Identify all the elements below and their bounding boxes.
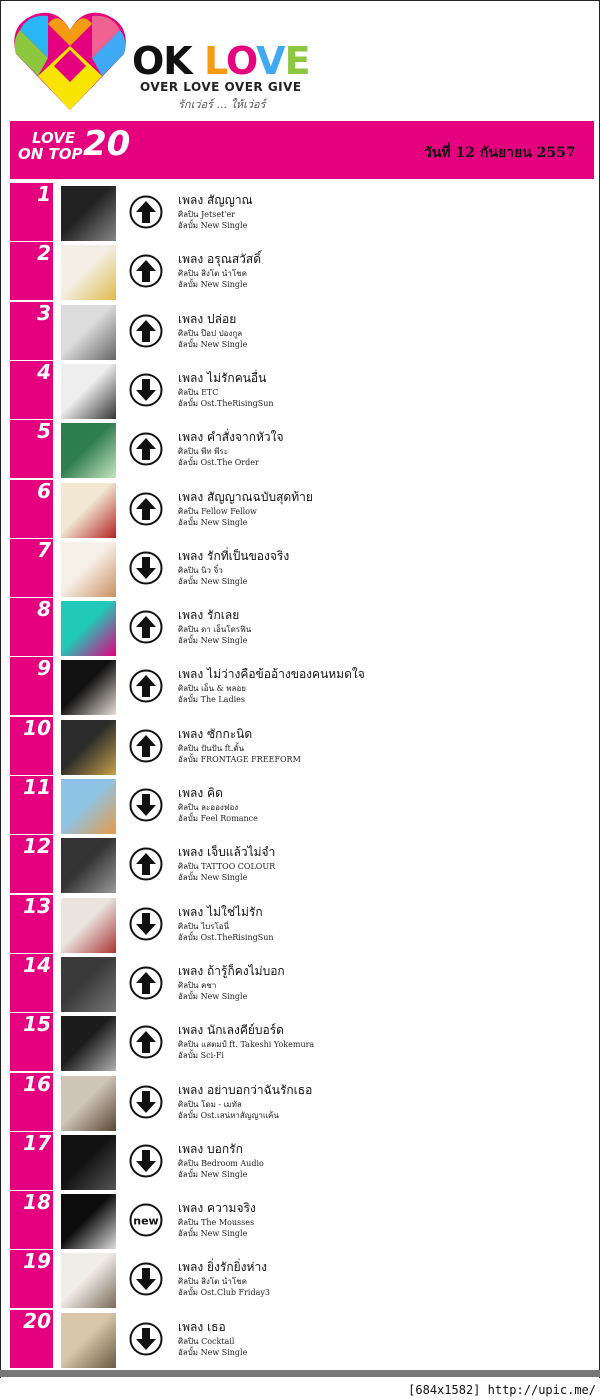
album-name: อัลบั้ม Ost.TheRisingSun <box>178 932 274 942</box>
album-name: อัลบั้ม Feel Romance <box>178 814 258 823</box>
album-cover-image <box>61 364 116 419</box>
chart-entry <box>0 1073 600 1131</box>
bottom-bar <box>0 1370 600 1377</box>
trend-down-arrow-icon <box>129 1262 163 1296</box>
rank-number: 1 <box>37 182 51 206</box>
song-title: เพลง ยิ่งรักยิ่งห่าง <box>178 1260 268 1275</box>
album-name: อัลบั้ม New Single <box>178 636 248 646</box>
rank-badge <box>10 895 53 953</box>
chart-entry <box>0 480 600 538</box>
rank-badge <box>10 776 53 834</box>
artist-name: ศิลปิน คชา <box>178 980 217 990</box>
song-title: เพลง เจ็บแล้วไม่จำ <box>178 845 276 860</box>
album-name: อัลบั้ม New Single <box>178 1229 248 1239</box>
song-title: เพลง ซักกะนิด <box>178 726 253 741</box>
brand-tagline: OVER LOVE OVER GIVE <box>140 80 302 94</box>
chart-entry <box>0 776 600 834</box>
trend-down-arrow-icon <box>129 551 163 585</box>
banner-number: 20 <box>83 124 131 164</box>
chart-entry <box>0 954 600 1012</box>
rank-badge <box>10 717 53 775</box>
trend-up-arrow-icon <box>129 610 163 644</box>
rank-number: 7 <box>37 537 51 562</box>
chart-entry <box>0 1013 600 1071</box>
song-title: เพลง อย่าบอกว่าฉันรักเธอ <box>178 1082 313 1097</box>
song-title: เพลง ถ้ารู้ก็คงไม่บอก <box>178 963 285 978</box>
rank-badge <box>10 598 53 656</box>
chart-entry <box>0 539 600 597</box>
chart-entry <box>0 242 600 300</box>
chart-entry <box>0 1310 600 1368</box>
album-name: อัลบั้ม Ost.TheRisingSun <box>178 398 274 408</box>
rank-number: 10 <box>23 715 51 740</box>
rank-badge <box>10 1073 53 1131</box>
rank-badge <box>10 361 53 419</box>
trend-up-arrow-icon <box>129 847 163 881</box>
song-title: เพลง ไม่ว่างคือข้ออ้างของคนหมดใจ <box>178 667 365 682</box>
album-name: อัลบั้ม Ost.Club Friday3 <box>178 1288 270 1298</box>
rank-badge <box>10 420 53 478</box>
rank-number: 2 <box>37 241 51 266</box>
rank-number: 6 <box>37 478 51 503</box>
rank-badge <box>10 1250 53 1308</box>
rank-number: 12 <box>23 834 51 859</box>
album-name: อัลบั้ม FRONTAGE FREEFORM <box>178 754 301 764</box>
artist-name: ศิลปิน เอ็น & พลอย <box>178 684 246 694</box>
brand-wordmark: OK LOVE <box>132 39 310 83</box>
chart-entry <box>0 598 600 656</box>
chart-entry <box>0 657 600 715</box>
album-cover-image <box>61 720 116 775</box>
song-title: เพลง อรุณสวัสดิ์ <box>178 252 262 267</box>
rank-number: 4 <box>37 359 51 384</box>
chart-entry <box>0 1132 600 1190</box>
chart-entry <box>0 302 600 360</box>
album-cover-image <box>61 1135 116 1190</box>
trend-down-arrow-icon <box>129 788 163 822</box>
artist-name: ศิลปิน สิงโต นำโชค <box>178 1277 247 1287</box>
rank-number: 17 <box>23 1130 51 1155</box>
chart-entry <box>0 183 600 241</box>
rank-badge <box>10 302 53 360</box>
trend-up-arrow-icon <box>129 1025 163 1059</box>
album-name: อัลบั้ม New Single <box>178 280 248 290</box>
song-title: เพลง นักเลงคีย์บอร์ด <box>178 1023 284 1038</box>
song-title: เพลง รักที่เป็นของจริง <box>178 548 290 563</box>
watermark: [684x1582] http://upic.me/ <box>408 1383 596 1397</box>
trend-down-arrow-icon <box>129 1085 163 1119</box>
album-name: อัลบั้ม New Single <box>178 873 248 883</box>
rank-badge <box>10 1191 53 1249</box>
rank-badge <box>10 539 53 597</box>
trend-up-arrow-icon <box>129 492 163 526</box>
chart-entry <box>0 895 600 953</box>
song-title: เพลง รักเลย <box>178 608 240 623</box>
song-title: เพลง ไม่ใช่ไม่รัก <box>178 904 263 919</box>
album-cover-image <box>61 483 116 538</box>
banner-title-line1: LOVE <box>32 129 76 147</box>
rank-number: 5 <box>37 419 51 444</box>
rank-badge <box>10 1132 53 1190</box>
trend-up-arrow-icon <box>129 314 163 348</box>
artist-name: ศิลปิน แสตมป์ ft. Takeshi Yokemura <box>178 1040 315 1050</box>
album-cover-image <box>61 423 116 478</box>
album-name: อัลบั้ม New Single <box>178 991 248 1001</box>
album-name: อัลบั้ม New Single <box>178 517 248 527</box>
rank-number: 19 <box>23 1249 51 1274</box>
artist-name: ศิลปิน TATTOO COLOUR <box>178 862 276 872</box>
album-cover-image <box>61 245 116 300</box>
song-title: เพลง สัญญาณ <box>178 193 253 207</box>
album-cover-image <box>61 779 116 834</box>
chart-entry <box>0 835 600 893</box>
album-cover-image <box>61 305 116 360</box>
trend-down-arrow-icon <box>129 1322 163 1356</box>
artist-name: ศิลปิน Cocktail <box>178 1336 235 1346</box>
song-title: เพลง สัญญาณฉบับสุดท้าย <box>178 489 313 504</box>
artist-name: ศิลปิน ไบรโอนี่ <box>178 921 230 931</box>
album-name: อัลบั้ม New Single <box>178 576 248 586</box>
rank-number: 15 <box>23 1012 51 1037</box>
album-cover-image <box>61 1313 116 1368</box>
artist-name: ศิลปิน The Mousses <box>178 1218 255 1228</box>
banner-title-line2: ON TOP <box>18 145 83 163</box>
artist-name: ศิลปิน Fellow Fellow <box>178 506 257 516</box>
trend-down-arrow-icon <box>129 373 163 407</box>
rank-badge <box>10 480 53 538</box>
rank-badge <box>10 657 53 715</box>
rank-number: 13 <box>23 893 51 918</box>
rank-badge <box>10 954 53 1012</box>
album-cover-image <box>61 957 116 1012</box>
rank-number: 9 <box>37 656 51 681</box>
chart-entry <box>0 717 600 775</box>
rank-number: 3 <box>37 300 51 325</box>
artist-name: ศิลปิน นิว จิ๋ว <box>178 565 223 575</box>
artist-name: ศิลปิน สิงโต นำโชค <box>178 269 247 279</box>
trend-up-arrow-icon <box>129 966 163 1000</box>
rank-badge <box>10 183 53 241</box>
album-cover-image <box>61 1253 116 1308</box>
song-title: เพลง คำสั่งจากหัวใจ <box>178 430 284 445</box>
rank-number: 11 <box>23 775 51 799</box>
song-title: เพลง ไม่รักคนอื่น <box>178 370 267 385</box>
rank-number: 20 <box>23 1308 51 1333</box>
trend-new-icon <box>129 1203 163 1237</box>
album-name: อัลบั้ม Sci-Fi <box>178 1051 224 1061</box>
rank-number: 14 <box>23 952 51 977</box>
album-cover-image <box>61 1194 116 1249</box>
chart-entry <box>0 361 600 419</box>
artist-name: ศิลปิน ปันปัน ft.ตั้น <box>178 743 245 753</box>
chart-entry <box>0 1191 600 1249</box>
album-cover-image <box>61 838 116 893</box>
chart-entry <box>0 420 600 478</box>
song-title: เพลง เธอ <box>178 1319 226 1334</box>
trend-up-arrow-icon <box>129 729 163 763</box>
album-cover-image <box>61 1016 116 1071</box>
artist-name: ศิลปิน ดา เอ็นโดรฟิน <box>178 625 252 635</box>
album-name: อัลบั้ม New Single <box>178 339 248 349</box>
song-title: เพลง ปล่อย <box>178 311 237 326</box>
rank-badge <box>10 1013 53 1071</box>
album-name: อัลบั้ม New Single <box>178 221 248 230</box>
album-name: อัลบั้ม Ost.เสน่หาสัญญาแค้น <box>178 1110 279 1120</box>
album-cover-image <box>61 542 116 597</box>
artist-name: ศิลปิน โดม - เมทัล <box>178 1099 242 1109</box>
album-name: อัลบั้ม New Single <box>178 1347 248 1357</box>
rank-badge <box>10 242 53 300</box>
svg-text:new: new <box>133 1214 159 1228</box>
trend-down-arrow-icon <box>129 907 163 941</box>
rank-badge <box>10 835 53 893</box>
song-title: เพลง คิด <box>178 786 223 800</box>
artist-name: ศิลปิน ละอองฟอง <box>178 803 239 812</box>
album-cover-image <box>61 186 116 241</box>
rank-number: 18 <box>23 1190 51 1215</box>
album-name: อัลบั้ม The Ladies <box>178 695 245 705</box>
song-title: เพลง บอกรัก <box>178 1141 243 1156</box>
album-cover-image <box>61 601 116 656</box>
chart-entry <box>0 1250 600 1308</box>
trend-down-arrow-icon <box>129 1144 163 1178</box>
rank-number: 8 <box>37 597 51 622</box>
trend-up-arrow-icon <box>129 254 163 288</box>
artist-name: ศิลปิน Bedroom Audio <box>178 1158 264 1168</box>
artist-name: ศิลปิน พีท พีระ <box>178 447 229 457</box>
trend-up-arrow-icon <box>129 432 163 466</box>
artist-name: ศิลปิน ป๊อป ปองกูล <box>178 328 243 338</box>
trend-up-arrow-icon <box>129 669 163 703</box>
rank-badge <box>10 1310 53 1368</box>
song-title: เพลง ความจริง <box>178 1201 256 1216</box>
brand-tagline-thai: รักเว่อร์ ... ให้เว่อร์ <box>178 98 266 111</box>
artist-name: ศิลปิน ETC <box>178 387 219 397</box>
album-name: อัลบั้ม Ost.The Order <box>178 458 259 468</box>
artist-name: ศิลปิน Jetset'er <box>178 210 236 219</box>
album-cover-image <box>61 898 116 953</box>
album-cover-image <box>61 1076 116 1131</box>
album-name: อัลบั้ม New Single <box>178 1169 248 1179</box>
trend-up-arrow-icon <box>129 195 163 229</box>
rank-number: 16 <box>23 1071 51 1096</box>
chart-date: วันที่ 12 กันยายน 2557 <box>424 145 576 161</box>
album-cover-image <box>61 660 116 715</box>
